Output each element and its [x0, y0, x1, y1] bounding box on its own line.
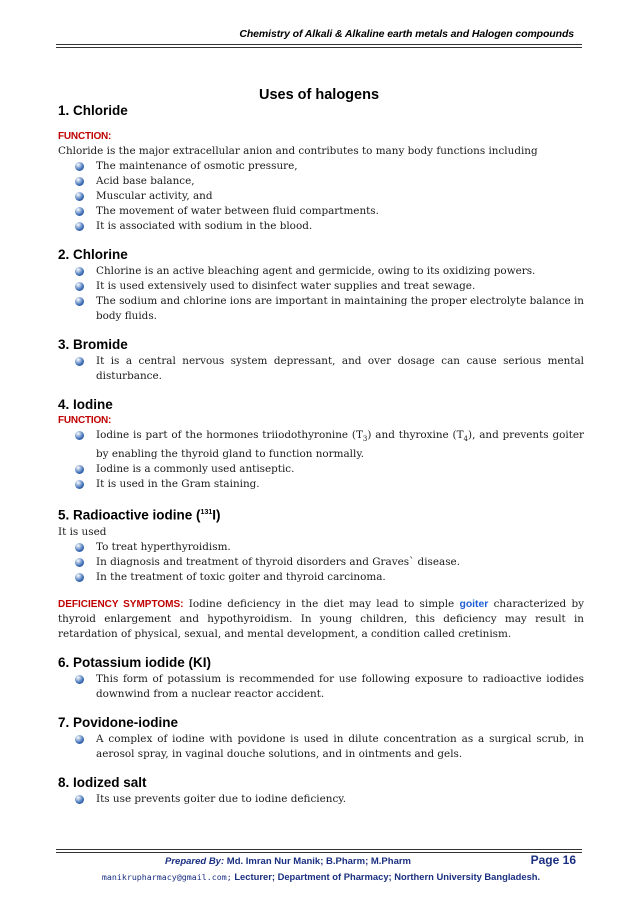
- bullet-icon: [75, 795, 84, 804]
- list-item: Chlorine is an active bleaching agent and germicide, owing to its oxidizing powers.: [58, 264, 584, 279]
- function-label: FUNCTION:: [58, 415, 112, 426]
- bullet-icon: [75, 207, 84, 216]
- bullet-icon: [75, 162, 84, 171]
- salt-list: [58, 792, 584, 807]
- footer-affiliation: manikrupharmacy@gmail.com; Lecturer; Department of Pharmacy; Northern University Bangladesh.: [101, 871, 541, 882]
- footer-rule: [56, 849, 582, 850]
- list-item: This form of potassium is recommended for use following exposure to radioactive iodides downwind from a nuclear reactor accident.: [58, 672, 584, 702]
- bullet-icon: [75, 465, 84, 474]
- list-item: In diagnosis and treatment of thyroid disorders and Graves` disease.: [58, 555, 584, 570]
- ki-list: [58, 672, 584, 702]
- list-item: It is used in the Gram staining.: [58, 477, 584, 492]
- bullet-icon: [75, 177, 84, 186]
- footer-email: manikrupharmacy@gmail.com;: [101, 872, 232, 882]
- list-item: The sodium and chlorine ions are important in maintaining the proper electrolyte balance in body fluids.: [58, 294, 584, 324]
- list-item: The maintenance of osmotic pressure,: [58, 159, 584, 174]
- bullet-icon: [75, 357, 84, 366]
- content: [58, 102, 584, 807]
- list-item: It is used extensively used to disinfect water supplies and treat sewage.: [58, 279, 584, 294]
- section-heading-bromide: 3. Bromide: [58, 337, 128, 352]
- list-item: It is associated with sodium in the blood.: [58, 219, 584, 234]
- bullet-icon: [75, 267, 84, 276]
- bullet-icon: [75, 675, 84, 684]
- bullet-icon: [75, 431, 84, 440]
- bullet-icon: [75, 543, 84, 552]
- list-item: The movement of water between fluid compartments.: [58, 204, 584, 219]
- section-heading-iodized-salt: 8. Iodized salt: [58, 774, 147, 790]
- list-item: Acid base balance,: [58, 174, 584, 189]
- section-heading-iodine: 4. Iodine: [58, 397, 113, 412]
- chloride-intro: Chloride is the major extracellular anion and contributes to many body functions including: [58, 145, 538, 157]
- list-item: To treat hyperthyroidism.: [58, 540, 584, 555]
- deficiency-paragraph: DEFICIENCY SYMPTOMS: Iodine deficiency in the diet may lead to simple goiter characterized by thyroid enlargement and hypothyroidism. In young children, this deficiency may result in retardation of physical, sexual, and mental development, a condition called cretinism.: [58, 597, 584, 640]
- section-heading-chlorine: 2. Chlorine: [58, 247, 128, 262]
- list-item: Its use prevents goiter due to iodine deficiency.: [58, 792, 584, 807]
- list-item: Muscular activity, and: [58, 189, 584, 204]
- bullet-icon: [75, 192, 84, 201]
- header-rule: [56, 44, 582, 45]
- footer-rule-thin: [56, 852, 582, 853]
- list-item: It is a central nervous system depressant, and over dosage can cause serious mental disturbance.: [58, 354, 584, 384]
- footer-author: Prepared By: Md. Imran Nur Manik; B.Pharm; M.Pharm: [165, 856, 412, 867]
- header-rule-thin: [56, 47, 582, 48]
- bullet-icon: [75, 558, 84, 567]
- chloride-list: [58, 159, 584, 234]
- bullet-icon: [75, 573, 84, 582]
- radioactive-intro: It is used: [58, 525, 107, 538]
- bromide-list: [58, 354, 584, 384]
- section-heading-povidone-iodine: 7. Povidone-iodine: [58, 714, 179, 730]
- deficiency-label: DEFICIENCY SYMPTOMS:: [58, 598, 184, 610]
- page-title: Uses of halogens: [258, 87, 380, 103]
- povidone-list: [58, 732, 584, 762]
- chlorine-list: [58, 264, 584, 324]
- running-header: Chemistry of Alkali & Alkaline earth metals and Halogen compounds: [239, 28, 574, 40]
- list-item: In the treatment of toxic goiter and thyroid carcinoma.: [58, 570, 584, 585]
- list-item: Iodine is a commonly used antiseptic.: [58, 462, 584, 477]
- list-item: Iodine is part of the hormones triiodothyronine $(T_3)$ and thyroxine $(T_4)$, and prevents goiter by enabling the thyroid gland to function normally.: [58, 428, 584, 462]
- goiter-keyword: goiter: [459, 598, 489, 610]
- function-label: FUNCTION:: [58, 131, 112, 142]
- radioactive-list: [58, 540, 584, 585]
- bullet-icon: [75, 297, 84, 306]
- bullet-icon: [75, 480, 84, 489]
- section-heading-radioactive-iodine: 5. Radioactive iodine ($^{131}$I): [58, 507, 221, 523]
- bullet-icon: [75, 282, 84, 291]
- section-heading-potassium-iodide: 6. Potassium iodide (KI): [58, 654, 212, 670]
- iodine-list: [58, 428, 584, 492]
- section-heading-chloride: 1. Chloride: [58, 103, 128, 118]
- list-item: A complex of iodine with povidone is used in dilute concentration as a surgical scrub, in aerosol spray, in vaginal douche solutions, and in ointments and gels.: [58, 732, 584, 762]
- bullet-icon: [75, 222, 84, 231]
- page-number: Page 16: [530, 853, 576, 867]
- bullet-icon: [75, 735, 84, 744]
